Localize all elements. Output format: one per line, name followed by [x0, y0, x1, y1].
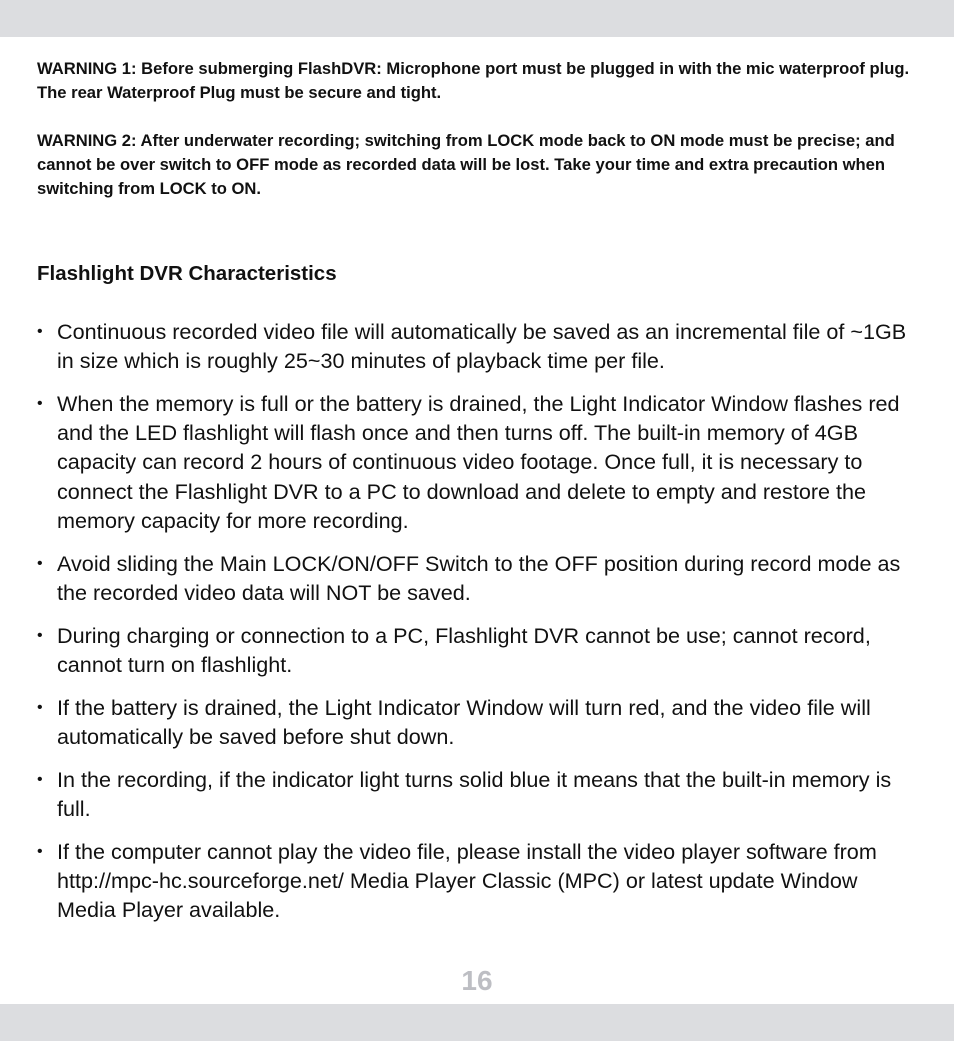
- list-item-text: Avoid sliding the Main LOCK/ON/OFF Switch to the OFF position during record mode as the recorded video data will NOT be saved.: [57, 550, 901, 605]
- list-item-text: In the recording, if the indicator light turns solid blue it means that the built-in memory is full.: [57, 766, 892, 821]
- section-heading: Flashlight DVR Characteristics: [37, 262, 337, 285]
- bullet-icon: •: [37, 842, 43, 860]
- list-item: [37, 317, 917, 375]
- list-item: [37, 549, 917, 607]
- list-item: [37, 621, 917, 679]
- warning-1-text: WARNING 1: Before submerging FlashDVR: Microphone port must be plugged in with the mic waterproof plug. The rear Waterproof Plug must be secure and tight.: [37, 59, 910, 102]
- list-item: [37, 693, 917, 751]
- list-item: [37, 389, 917, 535]
- bullet-icon: •: [37, 770, 43, 788]
- list-item-text: During charging or connection to a PC, Flashlight DVR cannot be use; cannot record, cannot turn on flashlight.: [57, 622, 871, 677]
- warning-2-text: WARNING 2: After underwater recording; switching from LOCK mode back to ON mode must be precise; and cannot be over switch to OFF mode as recorded data will be lost. Take your time and extra precaution when switching from LOCK to ON.: [37, 131, 895, 198]
- list-item-text: If the computer cannot play the video file, please install the video player software from http://mpc-hc.sourceforge.net/ Media Player Classic (MPC) or latest update Window Media Player available.: [57, 838, 877, 923]
- list-item-text: Continuous recorded video file will automatically be saved as an incremental file of ~1GB in size which is roughly 25~30 minutes of playback time per file.: [57, 319, 907, 374]
- bullet-icon: •: [37, 395, 43, 412]
- bottom-band: [0, 1004, 954, 1041]
- list-item: [37, 837, 917, 925]
- bullet-icon: •: [37, 554, 43, 572]
- bullet-icon: •: [37, 323, 43, 340]
- top-band: [0, 0, 954, 37]
- bullet-icon: •: [37, 626, 43, 644]
- bullet-icon: •: [37, 698, 43, 716]
- characteristics-list: [37, 317, 917, 938]
- page-number: 16: [461, 965, 493, 996]
- list-item-text: If the battery is drained, the Light Indicator Window will turn red, and the video file will automatically be saved before shut down.: [57, 694, 871, 749]
- list-item: [37, 765, 917, 823]
- list-item-text: When the memory is full or the battery is drained, the Light Indicator Window flashes red and the LED flashlight will flash once and then turns off. The built-in memory of 4GB capacity can record 2 hours of continuous video footage. Once full, it is necessary to connect the Flashlight DVR to a PC to download and delete to empty and restore the memory capacity for more recording.: [57, 391, 900, 533]
